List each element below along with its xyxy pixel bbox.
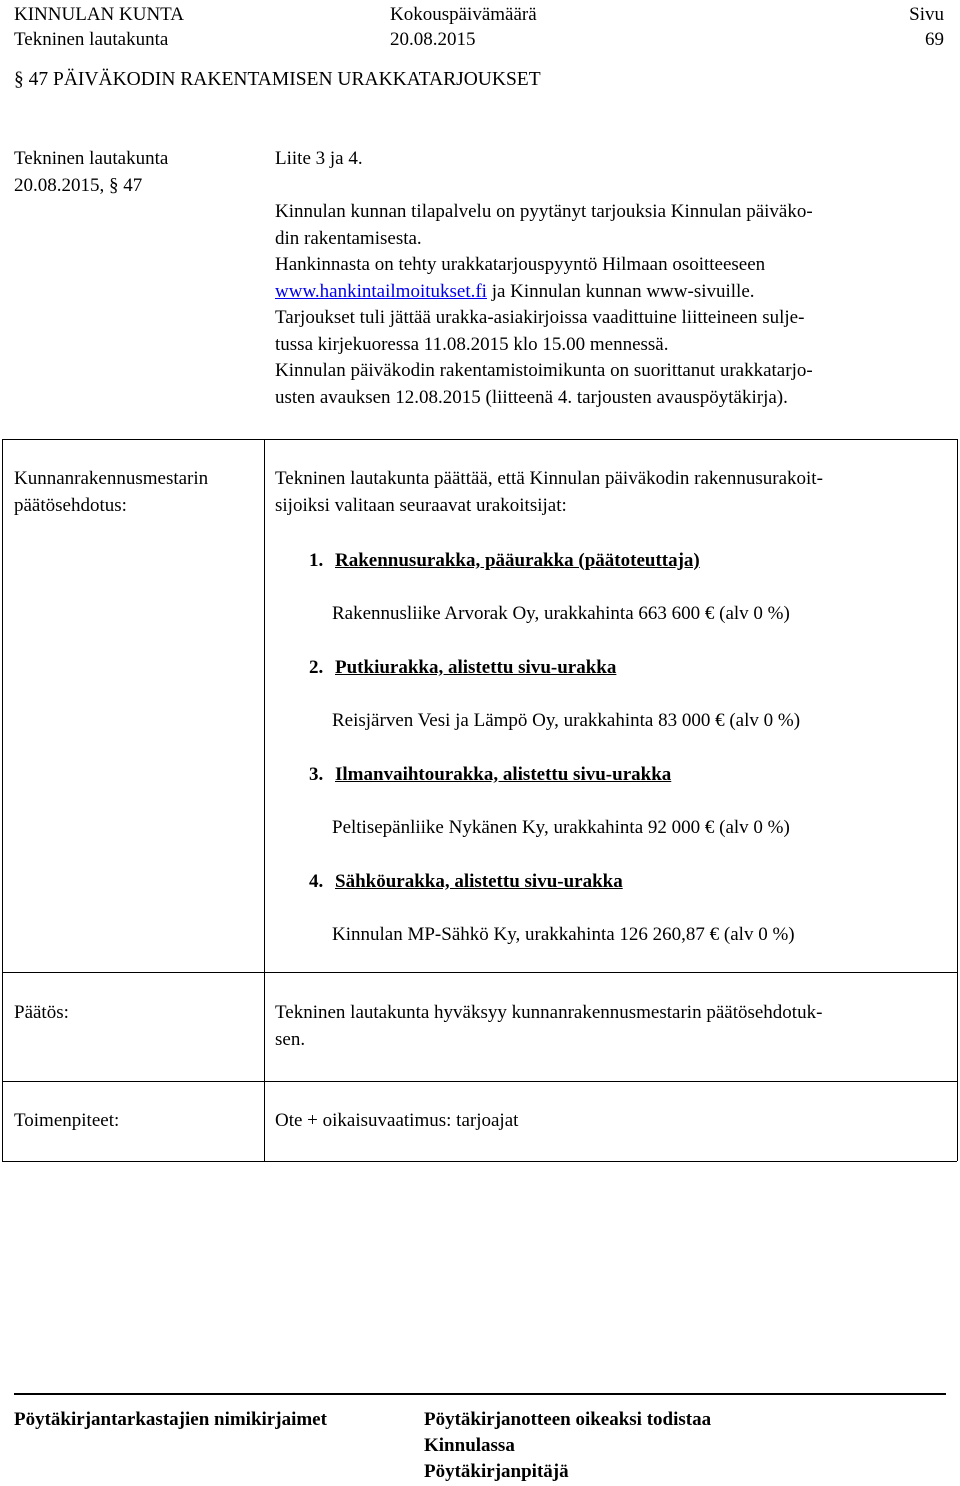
contract-item-number: 1. — [309, 550, 324, 571]
contract-item-name: Putkiurakka, alistettu sivu-urakka — [335, 657, 617, 678]
contract-item-value: Rakennusliike Arvorak Oy, urakkahinta 663 600 € (alv 0 %) — [332, 603, 790, 624]
proposal-text — [275, 466, 945, 519]
intro-label-line: Tekninen lautakunta — [14, 148, 169, 169]
contract-item-title — [309, 548, 700, 574]
decision-label: Päätös: — [14, 1002, 69, 1023]
header-date-label: Kokouspäivämäärä — [390, 4, 537, 25]
intro-link-after: ja Kinnulan kunnan www-sivuille. — [486, 280, 755, 302]
header-row-2 — [14, 27, 944, 52]
footer-line: Kinnulassa — [424, 1435, 515, 1456]
contract-item-title — [309, 869, 623, 895]
proposal-label-line: Kunnanrakennusmestarin — [14, 468, 209, 489]
contract-item-number: 2. — [309, 657, 324, 678]
footer-initials-label: Pöytäkirjantarkastajien nimikirjaimet — [14, 1409, 327, 1430]
contract-item-number: 4. — [309, 871, 324, 892]
contract-item-name: Sähköurakka, alistettu sivu-urakka — [335, 871, 623, 892]
intro-line: Kinnulan päiväkodin rakentamistoimikunta on suorittanut urakkatarjo- — [275, 360, 813, 381]
proposal-label-line: päätösehdotus: — [14, 494, 127, 516]
contract-item-title — [309, 655, 616, 681]
intro-line: Tarjoukset tuli jättää urakka-asiakirjoissa vaadittuine liitteineen sulje- — [275, 307, 805, 328]
proposal-line: Tekninen lautakunta päättää, että Kinnulan päiväkodin rakennusurakoit- — [275, 468, 823, 489]
header-page-label: Sivu — [909, 4, 944, 25]
proposal-label — [14, 466, 208, 519]
contract-item-value: Peltisepänliike Nykänen Ky, urakkahinta 92 000 € (alv 0 %) — [332, 817, 790, 838]
decision-line: Tekninen lautakunta hyväksyy kunnanrakennusmestarin päätösehdotuk- — [275, 1002, 823, 1023]
divider — [2, 1081, 957, 1082]
footer-line: Pöytäkirjanotteen oikeaksi todistaa — [424, 1409, 712, 1430]
contract-item-title — [309, 762, 671, 788]
footer-certification — [424, 1407, 711, 1485]
table-right-edge — [957, 439, 958, 1161]
footer-rule — [14, 1393, 946, 1395]
hilma-link[interactable]: www.hankintailmoitukset.fi — [275, 280, 487, 302]
contract-item-name: Ilmanvaihtourakka, alistettu sivu-urakka — [335, 764, 672, 785]
intro-line: Kinnulan kunnan tilapalvelu on pyytänyt tarjouksia Kinnulan päiväko- — [275, 201, 813, 222]
intro-line: tussa kirjekuoressa 11.08.2015 klo 15.00 mennessä. — [275, 333, 669, 355]
header-body: Tekninen lautakunta — [14, 29, 169, 50]
blank-line — [275, 173, 945, 200]
actions-label: Toimenpiteet: — [14, 1110, 120, 1131]
intro-link-line — [275, 279, 945, 306]
divider — [2, 439, 957, 440]
contract-item-number: 3. — [309, 764, 324, 785]
intro-line: Hankinnasta on tehty urakkatarjouspyyntö Hilmaan osoitteeseen — [275, 254, 766, 275]
intro-label-line: 20.08.2015, § 47 — [14, 174, 143, 196]
table-left-edge — [2, 439, 3, 1161]
contract-item-value: Kinnulan MP-Sähkö Ky, urakkahinta 126 260,87 € (alv 0 %) — [332, 924, 795, 945]
intro-line: usten avauksen 12.08.2015 (liitteenä 4. tarjousten avauspöytäkirja). — [275, 386, 788, 408]
contract-item-value: Reisjärven Vesi ja Lämpö Oy, urakkahinta 83 000 € (alv 0 %) — [332, 710, 801, 731]
divider — [2, 1161, 957, 1162]
header-date: 20.08.2015 — [390, 29, 476, 50]
header-row-1 — [14, 2, 944, 27]
header-page-number: 69 — [925, 29, 944, 50]
decision-line: sen. — [275, 1028, 306, 1050]
intro-text — [275, 146, 945, 411]
footer-line: Pöytäkirjanpitäjä — [424, 1461, 569, 1482]
intro-label — [14, 146, 168, 199]
column-divider — [264, 439, 265, 1161]
header-org: KINNULAN KUNTA — [14, 4, 184, 25]
attachment-note: Liite 3 ja 4. — [275, 148, 363, 169]
intro-line: din rakentamisesta. — [275, 227, 422, 249]
divider — [2, 972, 957, 973]
proposal-line: sijoiksi valitaan seuraavat urakoitsijat: — [275, 494, 567, 516]
actions-text: Ote + oikaisuvaatimus: tarjoajat — [275, 1110, 519, 1131]
decision-text — [275, 1000, 945, 1053]
section-title: § 47 PÄIVÄKODIN RAKENTAMISEN URAKKATARJOUKSET — [14, 69, 541, 90]
contract-item-name: Rakennusurakka, pääurakka (päätoteuttaja) — [335, 550, 700, 571]
